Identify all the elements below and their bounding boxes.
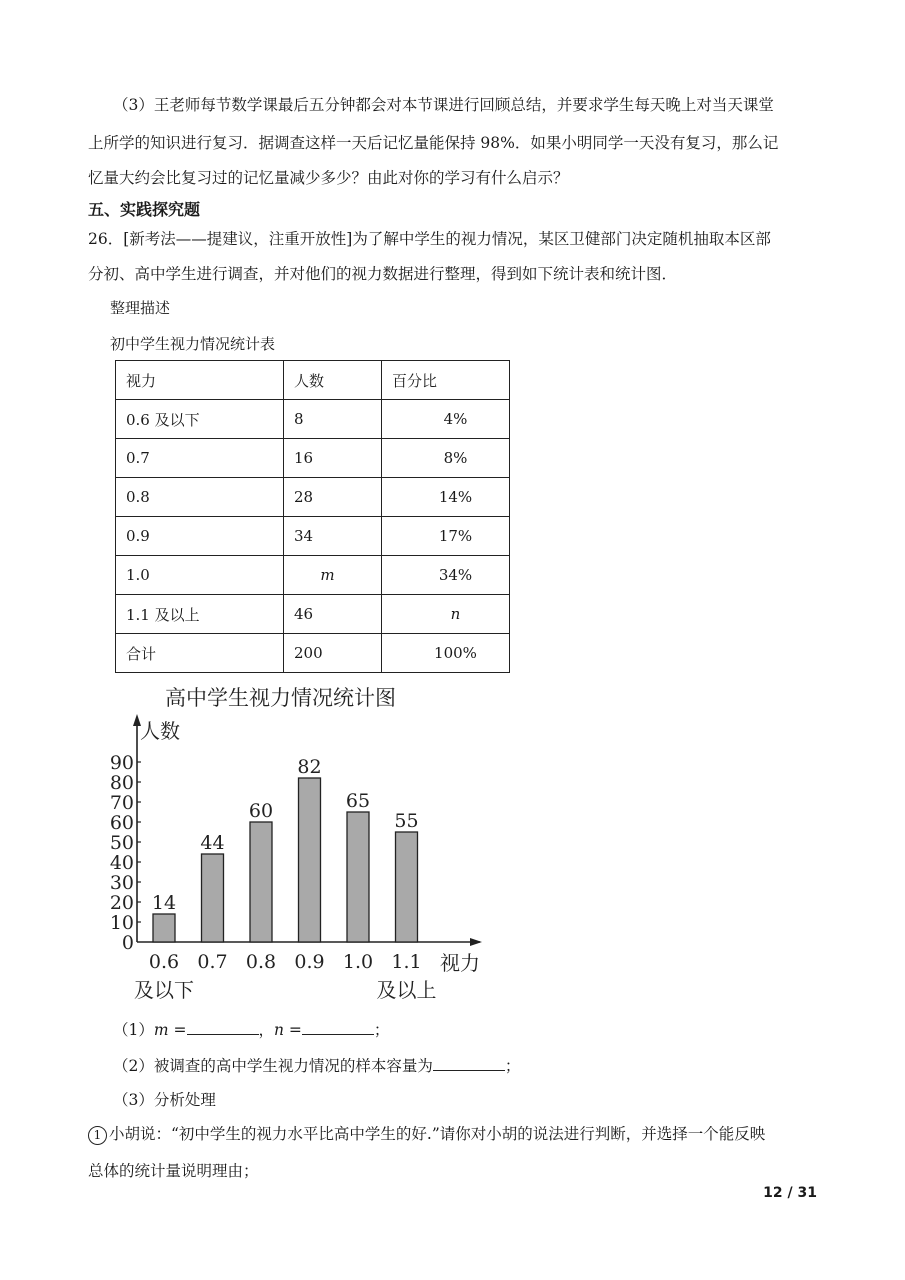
- y-tick-label: 30: [109, 872, 134, 894]
- bar: [153, 914, 175, 942]
- table-cell-m: m: [284, 556, 382, 595]
- table-cell: 34%: [382, 556, 510, 595]
- table-cell: 合计: [116, 634, 284, 673]
- q26-line2: 分初、高中学生进行调查，并对他们的视力数据进行整理，得到如下统计表和统计图．: [88, 265, 678, 283]
- x-tick-sublabel: 及以下: [134, 978, 194, 1002]
- q25-3-line2: 上所学的知识进行复习．据调查这样一天后记忆量能保持 98%．如果小明同学一天没有复习，那么记: [88, 134, 779, 152]
- y-tick-label: 20: [109, 892, 134, 914]
- y-tick-label: 70: [109, 792, 134, 814]
- table-cell: 1.0: [116, 556, 284, 595]
- table-header-cell: 人数: [284, 361, 382, 400]
- vision-table: [115, 360, 510, 673]
- bar: [299, 778, 321, 942]
- table-cell: 28: [284, 478, 382, 517]
- vision-bar-chart: [100, 680, 500, 1010]
- q1-n: n: [274, 1021, 284, 1039]
- x-axis-label: 视力: [440, 951, 480, 975]
- table-cell: 200: [284, 634, 382, 673]
- table-row: [116, 439, 510, 478]
- bar-value-label: 55: [394, 810, 419, 832]
- table-cell-n: n: [382, 595, 510, 634]
- table-cell: 0.6 及以下: [116, 400, 284, 439]
- bar-value-label: 65: [345, 790, 371, 812]
- bar-value-label: 44: [200, 832, 225, 854]
- chart-title: 高中学生视力情况统计图: [165, 686, 396, 710]
- table-header-row: [116, 361, 510, 400]
- table-cell: 16: [284, 439, 382, 478]
- x-tick-label: 0.6: [148, 951, 180, 973]
- x-tick-label: 0.8: [245, 951, 277, 973]
- q25-3-line1: （3）王老师每节数学课最后五分钟都会对本节课进行回顾总结，并要求学生每天晚上对当天课堂: [113, 96, 774, 114]
- table-cell: 8%: [382, 439, 510, 478]
- table-cell: 1.1 及以上: [116, 595, 284, 634]
- x-tick-label: 1.0: [342, 951, 374, 973]
- table-row: [116, 478, 510, 517]
- q25-3-line3: 忆量大约会比复习过的记忆量减少多少？由此对你的学习有什么启示？: [88, 169, 569, 187]
- q1-m-blank[interactable]: [187, 1020, 259, 1035]
- bar: [347, 812, 369, 942]
- table-row: [116, 595, 510, 634]
- circled-number: 1: [88, 1126, 107, 1145]
- q3-1-line2: 总体的统计量说明理由；: [88, 1162, 259, 1180]
- x-tick-label: 0.9: [294, 951, 325, 973]
- q3-1-text: 小胡说：“初中学生的视力水平比高中学生的好.”请你对小胡的说法进行判断，并选择一个能反映: [109, 1125, 766, 1143]
- table-cell: 34: [284, 517, 382, 556]
- table-header-cell: 百分比: [382, 361, 510, 400]
- table-cell: 14%: [382, 478, 510, 517]
- q1-n-blank[interactable]: [302, 1020, 374, 1035]
- table-header-cell: 视力: [116, 361, 284, 400]
- table-title: 初中学生视力情况统计表: [110, 335, 276, 353]
- table-row: [116, 400, 510, 439]
- bar: [250, 822, 272, 942]
- y-tick-label: 40: [109, 852, 134, 874]
- q1-eq2: =: [284, 1021, 302, 1039]
- table-cell: 17%: [382, 517, 510, 556]
- q1-m: m: [153, 1021, 169, 1039]
- q1-prefix: （1）: [113, 1021, 154, 1039]
- x-tick-labels: [134, 951, 437, 1002]
- bar: [202, 854, 224, 942]
- q3-1-line1: [88, 1122, 765, 1145]
- table-cell: 0.8: [116, 478, 284, 517]
- q1-eq1: =: [168, 1021, 187, 1039]
- bar-value-label: 82: [297, 756, 322, 778]
- q2-text: （2）被调查的高中学生视力情况的样本容量为: [113, 1057, 433, 1075]
- table-row: [116, 517, 510, 556]
- x-axis-arrow: [470, 938, 482, 946]
- x-tick-label: 0.7: [197, 951, 228, 973]
- q1-line: [113, 1018, 389, 1040]
- q26-line1: 26．[新考法——提建议，注重开放性]为了解中学生的视力情况，某区卫健部门决定随机抽取本区部: [88, 230, 771, 248]
- x-tick-sublabel: 及以上: [376, 978, 437, 1002]
- table-cell: 0.7: [116, 439, 284, 478]
- y-tick-label: 10: [109, 912, 134, 934]
- table-cell: 100%: [382, 634, 510, 673]
- table-row: [116, 556, 510, 595]
- q2-blank[interactable]: [433, 1056, 505, 1071]
- bar-value-label: 60: [248, 800, 274, 822]
- y-tick-labels: [110, 752, 134, 954]
- page-number: 12 / 31: [763, 1185, 817, 1201]
- q3-line: （3）分析处理: [113, 1091, 216, 1109]
- chart-bars: [152, 756, 419, 942]
- q1-end: ；: [373, 1021, 390, 1039]
- y-tick-label: 50: [109, 832, 134, 854]
- y-tick-label: 60: [109, 812, 134, 834]
- section-title: 五、实践探究题: [88, 200, 201, 219]
- q2-line: [113, 1054, 520, 1076]
- table-cell: 46: [284, 595, 382, 634]
- q2-end: ；: [504, 1057, 521, 1075]
- y-tick-label: 90: [109, 752, 134, 774]
- y-tick-label: 80: [109, 772, 134, 794]
- bar: [396, 832, 418, 942]
- table-cell: 4%: [382, 400, 510, 439]
- q1-sep: ，: [258, 1021, 275, 1039]
- y-axis-label: 人数: [140, 719, 180, 743]
- table-row: [116, 634, 510, 673]
- sub-heading: 整理描述: [110, 299, 171, 317]
- bar-value-label: 14: [151, 892, 177, 914]
- table-cell: 8: [284, 400, 382, 439]
- table-cell: 0.9: [116, 517, 284, 556]
- y-tick-label: 0: [121, 932, 134, 954]
- x-tick-label: 1.1: [391, 951, 422, 973]
